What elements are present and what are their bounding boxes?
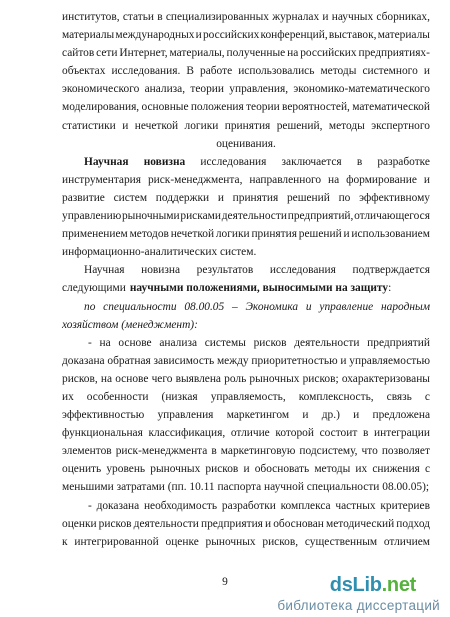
word: подсистему, [299, 445, 358, 458]
word: предприятий, [287, 210, 354, 223]
word: использованием [351, 228, 430, 241]
word: и [423, 173, 430, 186]
word: Экономика [245, 300, 299, 313]
text-line-content: следующими [62, 282, 126, 295]
word: управление [319, 300, 374, 313]
word: обоснован [273, 517, 324, 530]
word: формирование [346, 173, 417, 186]
word: с [424, 390, 430, 403]
word: нечеткой [134, 119, 179, 132]
word: методический [326, 517, 395, 530]
word: логики [215, 228, 250, 241]
word: зависимость [153, 354, 215, 367]
word: основе [115, 372, 149, 385]
list-item-start [62, 334, 430, 352]
text-line [62, 98, 430, 116]
text-line [62, 26, 430, 44]
text-line [62, 442, 430, 460]
specialty-text: хозяйством (менеджмент): [62, 318, 198, 331]
word: позволяет [381, 445, 430, 458]
word: рыночных [150, 463, 201, 476]
word: основные [141, 101, 189, 114]
word: существенным [304, 535, 378, 548]
word: приоритетностью [251, 354, 338, 367]
word: разработки [221, 499, 276, 512]
text-line [62, 243, 430, 261]
word: анализа [159, 336, 198, 349]
word: сети [96, 47, 118, 60]
dslib-logo [330, 574, 416, 597]
word: управления, [229, 83, 289, 96]
word: интегрированной [74, 535, 159, 548]
specialty-line [62, 316, 430, 334]
text-line [62, 8, 430, 26]
word: российских [202, 29, 260, 42]
word: системы [204, 336, 246, 349]
word: полученные [226, 47, 286, 60]
word: Научная [84, 155, 129, 168]
word: к [62, 535, 68, 548]
text-line [62, 80, 430, 98]
word: элементов [62, 445, 112, 458]
text-line [62, 406, 430, 424]
body-text [62, 8, 430, 551]
text-line [62, 460, 430, 478]
word: в [157, 11, 163, 23]
word: методов [129, 228, 169, 241]
word: комплексность, [298, 390, 374, 403]
text-line [62, 207, 430, 225]
text-line [62, 352, 430, 370]
word: комплекса [280, 499, 331, 512]
word: связь [386, 390, 412, 403]
word: интеграции [374, 427, 430, 440]
word: разработке [377, 155, 430, 168]
word: развитие [62, 191, 105, 204]
word: оценить [62, 463, 102, 476]
word: материалы, [169, 47, 225, 60]
word: и [265, 517, 272, 530]
word: инструментария [62, 173, 142, 186]
word: исследования [200, 155, 267, 168]
defended-provisions-heading: научными положениями, выносимыми на защиту [129, 282, 389, 295]
text-line [62, 189, 430, 207]
word: использовались [238, 65, 315, 78]
word: и [423, 65, 430, 78]
word: Интернет, [119, 47, 168, 60]
word: на [100, 372, 113, 385]
text-line [62, 135, 430, 153]
word: сборниках, [376, 11, 430, 23]
word: маркетинговую [220, 445, 296, 458]
word: 08.00.05 [184, 300, 225, 313]
word: др.) [321, 409, 340, 422]
word: Научная [84, 264, 125, 277]
page-number: 9 [222, 576, 228, 588]
word: обратная [107, 354, 151, 367]
word: эффективностью [62, 409, 145, 422]
word: обосновать [254, 463, 310, 476]
word: рисков, [262, 535, 299, 548]
word: и [340, 354, 347, 367]
word: принятия [251, 228, 297, 241]
word: предприятиях- [358, 47, 430, 60]
word: заключается [281, 155, 342, 168]
word: рисков; [302, 372, 339, 385]
word: - [88, 336, 92, 349]
word: и [353, 409, 360, 422]
word: системного [362, 65, 418, 78]
word: материалы [377, 29, 430, 42]
word: научных [331, 11, 374, 23]
word: методы [328, 119, 365, 132]
list-item-start [62, 497, 430, 515]
word: деятельности [294, 336, 360, 349]
word: и [243, 463, 250, 476]
text-line [62, 388, 430, 406]
text-line-content: информационно-аналитических систем. [62, 246, 257, 259]
word: по [338, 191, 351, 204]
word: положения [190, 101, 244, 114]
word: и [322, 11, 329, 23]
word: управляемость, [210, 390, 286, 403]
text-line [62, 171, 430, 189]
word: решений, [276, 119, 323, 132]
word: основе [118, 336, 152, 349]
word: отличающегося [354, 210, 430, 223]
word: и [302, 409, 309, 422]
word: специализированных [165, 11, 269, 23]
word: сайтов [62, 47, 95, 60]
text-line [62, 370, 430, 388]
word: результатов [196, 264, 254, 277]
word: работе [200, 65, 233, 78]
word: по [84, 300, 96, 313]
word: в [362, 427, 369, 440]
word: применением [62, 228, 128, 241]
word: методы [320, 65, 357, 78]
dslib-watermark [262, 574, 440, 614]
word: новизна [143, 155, 186, 168]
paragraph-start-line [62, 261, 430, 279]
word: с [424, 463, 430, 476]
word: принятия [224, 119, 271, 132]
word: международных [115, 29, 195, 42]
word: систем [113, 191, 148, 204]
word: необходимость [143, 499, 218, 512]
word: предложена [372, 409, 430, 422]
word: исследования [269, 264, 336, 277]
word: состоит [319, 427, 358, 440]
word: конференций, [260, 29, 328, 42]
specialty-line [62, 298, 430, 316]
word: классификация, [148, 427, 226, 440]
word: вероятностей, [282, 101, 350, 114]
dslib-logo-tld: .net [381, 574, 416, 596]
word: (низкая [161, 390, 198, 403]
word: рисков [253, 336, 287, 349]
text-line [62, 44, 430, 62]
word: управляемостью [349, 354, 430, 367]
word: экономического [62, 83, 140, 96]
text-line [62, 117, 430, 135]
word: функциональная [62, 427, 143, 440]
text-line [62, 533, 430, 551]
word: снижения [372, 463, 420, 476]
word: рыночными [121, 210, 180, 223]
word: особенности [86, 390, 149, 403]
word: между [216, 354, 249, 367]
text-line [62, 225, 430, 243]
word: исследования. [111, 65, 181, 78]
text-line-content: оценивания. [216, 137, 276, 150]
word: теории [246, 101, 280, 114]
word: логики [184, 119, 219, 132]
word: деятельности [133, 517, 199, 530]
text-line [62, 279, 430, 297]
word: что [361, 445, 378, 458]
word: рисков [205, 463, 239, 476]
word: чего [151, 372, 173, 385]
word: подход [396, 517, 430, 530]
word: подтверждается [352, 264, 430, 277]
word: доказана [96, 499, 140, 512]
word: принятия [232, 191, 279, 204]
word: рисков [98, 517, 132, 530]
word: моделирования, [62, 101, 140, 114]
word: и [343, 228, 350, 241]
word: рисками [180, 210, 221, 223]
word: отличие [230, 427, 270, 440]
word: в [211, 445, 217, 458]
word: статистики [62, 119, 116, 132]
dslib-logo-main: dsLib [329, 574, 382, 596]
word: их [355, 463, 368, 476]
word: управлению [62, 210, 122, 223]
word: маркетингом [226, 409, 290, 422]
word: выявлена [175, 372, 221, 385]
word: математической [352, 101, 430, 114]
word: экономико-математического [293, 83, 430, 96]
word: критериев [380, 499, 430, 512]
text-line [62, 515, 430, 533]
word: статьи [122, 11, 155, 23]
word: и [305, 300, 312, 313]
word: В [186, 65, 194, 78]
word: - [88, 499, 92, 512]
word: уровень [106, 463, 146, 476]
text-line-content: : [388, 282, 392, 295]
word: решений [298, 228, 342, 241]
word: рыночных [205, 535, 256, 548]
word: которой [275, 427, 314, 440]
word: риск-менеджмента [115, 445, 208, 458]
word: нечеткой [170, 228, 215, 241]
word: направленного [249, 173, 322, 186]
word: выставок, [328, 29, 377, 42]
word: поддержки [155, 191, 210, 204]
word: доказана [62, 354, 105, 367]
word: материалы [62, 29, 115, 42]
word: и [122, 119, 129, 132]
word: новизна [141, 264, 181, 277]
word: рыночных [249, 372, 300, 385]
word: объектах [62, 65, 106, 78]
word: деятельности [221, 210, 287, 223]
paragraph-start-line [62, 153, 430, 171]
word: эффективному [359, 191, 430, 204]
word: предприятий [367, 336, 430, 349]
text-line [62, 424, 430, 442]
word: институтов, [62, 11, 120, 23]
text-line [62, 62, 430, 80]
word: оценки [62, 517, 97, 530]
word: на [328, 173, 340, 186]
word: решений [286, 191, 330, 204]
word: риск-менеджмента, [147, 173, 243, 186]
word: анализа, [144, 83, 186, 96]
text-line-content: меньшими затратами (пп. 10.11 паспорта научной специальности 08.00.05); [62, 481, 430, 494]
dslib-subtitle: библиотека диссертаций [277, 598, 440, 613]
word: предприятия [200, 517, 263, 530]
word: методы [314, 463, 351, 476]
word: частных [335, 499, 376, 512]
word: народным [380, 300, 430, 313]
word: оценке [165, 535, 199, 548]
word: экспертного [371, 119, 430, 132]
word: рисков, [62, 372, 98, 385]
word: – [231, 300, 238, 313]
word: роль [224, 372, 247, 385]
word: управления [157, 409, 214, 422]
word: в [356, 155, 363, 168]
word: охарактеризованы [341, 372, 430, 385]
word: теории [190, 83, 224, 96]
text-line [62, 478, 430, 496]
word: на [287, 47, 299, 60]
word: их [62, 390, 74, 403]
word: отличием [383, 535, 430, 548]
word: и [217, 191, 224, 204]
word: и [195, 29, 202, 42]
word: специальности [103, 300, 177, 313]
word: на [99, 336, 111, 349]
word: журналах [272, 11, 320, 23]
word: российских [300, 47, 357, 60]
